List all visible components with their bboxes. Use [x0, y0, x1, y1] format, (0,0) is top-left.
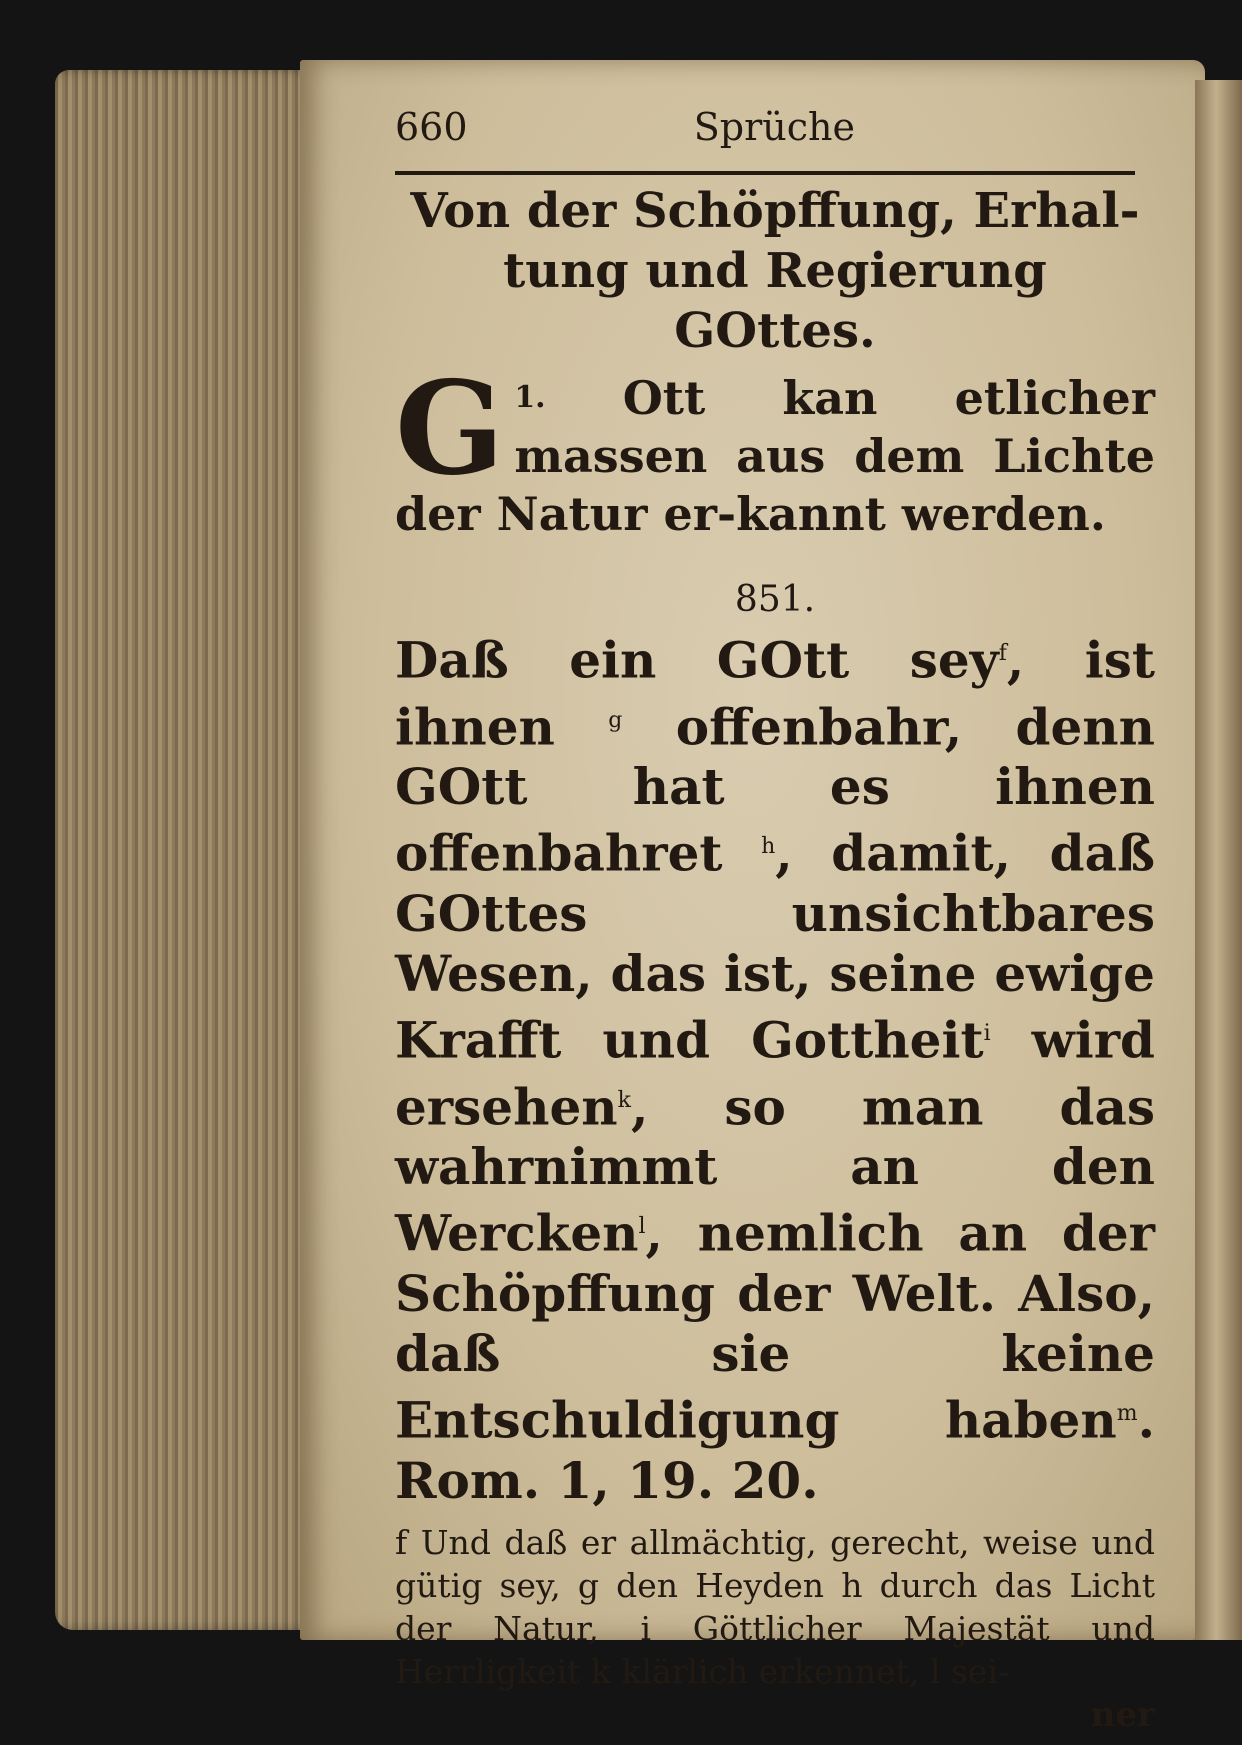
running-title: Sprüche — [693, 105, 855, 149]
footnote-marker: m — [1116, 1400, 1138, 1426]
verse-text — [395, 624, 1155, 1511]
page-text — [395, 105, 1155, 1735]
book-gutter — [1195, 80, 1242, 1640]
footnote-marker: g — [608, 707, 623, 733]
footnote-marker: h — [761, 834, 776, 860]
verse-segment: , so man das wahrnimmt an den Wercken — [395, 1077, 1155, 1263]
scripture-reference: Rom. 1, 19. 20. — [395, 1450, 819, 1510]
verse-segment: , ist ihnen — [395, 630, 1155, 757]
footnote-marker: l — [638, 1214, 646, 1240]
heading-line: tung und Regierung — [503, 243, 1047, 299]
verse-segment: offenbahr, denn GOtt hat es ihnen offenbahret — [395, 697, 1155, 883]
header-rule — [395, 171, 1135, 175]
heading-line: Von der Schöpffung, Erhal- — [410, 183, 1140, 239]
verse-segment: . — [1137, 1390, 1155, 1450]
footnote-marker: k — [617, 1087, 631, 1113]
section-title — [395, 354, 1156, 543]
drop-cap-initial: G — [395, 354, 505, 504]
catchword: ner — [1090, 1694, 1155, 1735]
footnote-marker: f — [998, 641, 1007, 666]
verse-segment: , damit, daß GOttes unsichtbares Wesen, das ist, seine ewige Krafft und Gottheit — [395, 823, 1155, 1070]
footnotes: f Und daß er allmächtig, gerecht, weise und gütig sey, g den Heyden h durch das Licht der Natur, i Göttlicher Majestät und Herrligkeit k klärlich erkennet, l sei- — [395, 1522, 1155, 1691]
section-number: 1. — [514, 380, 546, 415]
page-number: 660 — [395, 105, 468, 149]
chapter-heading — [395, 181, 1155, 361]
page-header — [395, 105, 855, 149]
section-text: Ott kan etlicher massen aus dem Lichte der Natur er-kannt werden. — [395, 371, 1156, 541]
verse-segment: , nemlich an der Schöpffung der Welt. Also, daß sie keine Entschuldigung haben — [395, 1203, 1155, 1450]
verse-number: 851. — [734, 579, 816, 620]
verse-segment: Daß ein GOtt sey — [395, 630, 999, 690]
verse-segment: wird ersehen — [395, 1010, 1156, 1137]
footnote-marker: i — [983, 1020, 991, 1046]
page-edges — [55, 70, 315, 1630]
heading-line: GOttes. — [674, 303, 876, 359]
